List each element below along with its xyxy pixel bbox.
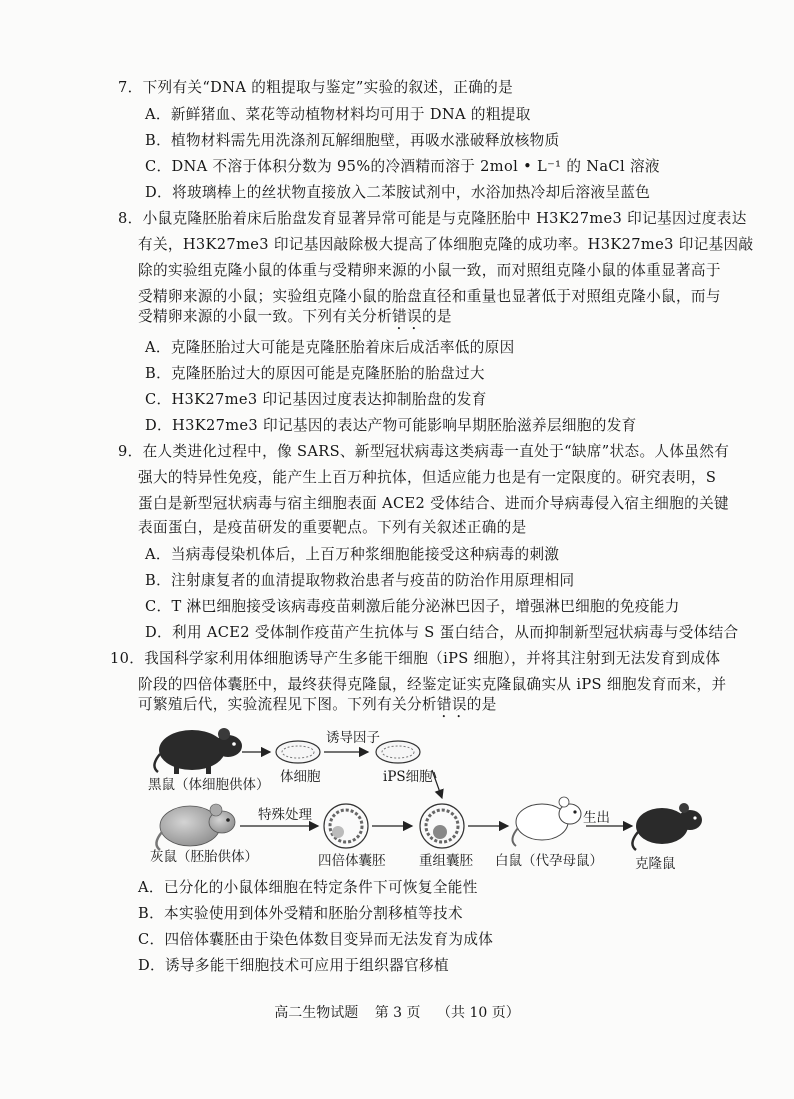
q7-option-c: C．DNA 不溶于体积分数为 95%的冷酒精而溶于 2mol • L⁻¹ 的 NaCl 溶液 [145,158,660,175]
footer-subject: 高二生物试题 [274,1005,359,1021]
tetraploid-blastocyst-icon [324,804,368,848]
q8-stem-line-3: 除的实验组克隆小鼠的体重与受精卵来源的小鼠一致，而对照组克隆小鼠的体重显著高于 [138,262,721,279]
fig-special-treatment: 特殊处理 [258,807,312,823]
fig-somatic-cell: 体细胞 [280,769,321,785]
q8-stem-line-2: 有关，H3K27me3 印记基因敲除极大提高了体细胞克隆的成功率。H3K27me3 印记基因敲 [138,236,754,253]
q8-emphasis: 错误 [392,308,422,325]
q10-option-d: D．诱导多能干细胞技术可应用于组织器官移植 [138,957,449,974]
q7-option-d: D．将玻璃棒上的丝状物直接放入二苯胺试剂中，水浴加热冷却后溶液呈蓝色 [145,184,651,201]
q10-emphasis: 错误 [436,696,467,713]
white-mouse-icon [512,797,581,846]
fig-tetraploid-blastocyst: 四倍体囊胚 [318,853,386,869]
q8-stem-line-1: 8．小鼠克隆胚胎着床后胎盘发育显著异常可能是与克隆胚胎中 H3K27me3 印记基因过度表达 [118,210,747,227]
q10-stem-line-2: 阶段的四倍体囊胚中，最终获得克隆鼠，经鉴定证实克隆鼠确实从 iPS 细胞发育而来，并 [138,676,727,693]
q8-option-a: A．克隆胚胎过大可能是克隆胚胎着床后成活率低的原因 [145,339,515,356]
footer-total-pages: （共 10 页） [437,1005,520,1021]
fig-gray-mouse: 灰鼠（胚胎供体） [150,849,258,865]
q9-option-d: D．利用 ACE2 受体制作疫苗产生抗体与 S 蛋白结合，从而抑制新型冠状病毒与受体结合 [145,624,739,641]
footer-page-number: 第 3 页 [374,1005,421,1021]
fig-recombined-blastocyst: 重组囊胚 [419,853,473,869]
q9-stem-line-4: 表面蛋白，是疫苗研发的重要靶点。下列有关叙述正确的是 [138,519,527,536]
cloned-mouse-icon [632,803,702,850]
q10-option-b: B．本实验使用到体外受精和胚胎分割移植等技术 [138,905,463,922]
recombined-blastocyst-icon [420,804,464,848]
gray-mouse-icon [156,804,235,850]
q8-stem-line-5: 受精卵来源的小鼠一致。下列有关分析错误的是 [138,308,452,325]
q10-option-a: A．已分化的小鼠体细胞在特定条件下可恢复全能性 [138,879,478,896]
q8-stem-line-4: 受精卵来源的小鼠；实验组克隆小鼠的胎盘直径和重量也显著低于对照组克隆小鼠，而与 [138,288,721,305]
q7-stem: 7．下列有关“DNA 的粗提取与鉴定”实验的叙述，正确的是 [118,79,514,96]
fig-ips-cell: iPS细胞 [383,769,433,785]
q9-option-a: A．当病毒侵染机体后，上百万种浆细胞能接受这种病毒的刺激 [145,546,560,563]
q9-option-b: B．注射康复者的血清提取物救治患者与疫苗的防治作用原理相同 [145,572,575,589]
q9-stem-line-1: 9．在人类进化过程中，像 SARS、新型冠状病毒这类病毒一直处于“缺席”状态。人体虽然有 [118,443,730,460]
q9-stem-line-3: 蛋白是新型冠状病毒与宿主细胞表面 ACE2 受体结合、进而介导病毒侵入宿主细胞的关键 [138,495,729,512]
black-mouse-icon [154,728,242,774]
q8-option-b: B．克隆胚胎过大的原因可能是克隆胚胎的胎盘过大 [145,365,485,382]
somatic-cell-dish-icon [276,741,320,763]
q10-stem-line-1: 10．我国科学家利用体细胞诱导产生多能干细胞（iPS 细胞），并将其注射到无法发育到成体 [110,650,721,667]
fig-born: 生出 [583,810,610,826]
q7-option-a: A．新鲜猪血、菜花等动植物材料均可用于 DNA 的粗提取 [145,106,531,123]
fig-black-mouse: 黑鼠（体细胞供体） [148,777,270,793]
q9-stem-line-2: 强大的特异性免疫，能产生上百万种抗体，但适应能力也是有一定限度的。研究表明，S [138,469,717,486]
page-footer [0,1002,794,1022]
fig-induce-factor: 诱导因子 [326,730,380,746]
q9-option-c: C．T 淋巴细胞接受该病毒疫苗刺激后能分泌淋巴因子，增强淋巴细胞的免疫能力 [145,598,680,615]
fig-cloned-mouse: 克隆鼠 [635,856,676,872]
q8-option-c: C．H3K27me3 印记基因过度表达抑制胎盘的发育 [145,391,487,408]
q8-option-d: D．H3K27me3 印记基因的表达产物可能影响早期胚胎滋养层细胞的发育 [145,417,637,434]
q10-stem-line-3: 可繁殖后代，实验流程见下图。下列有关分析错误的是 [138,696,497,713]
q10-option-c: C．四倍体囊胚由于染色体数目变异而无法发育为成体 [138,931,494,948]
ips-cell-dish-icon [376,741,420,763]
fig-white-mouse: 白鼠（代孕母鼠） [495,853,603,869]
q7-option-b: B．植物材料需先用洗涤剂瓦解细胞壁，再吸水涨破释放核物质 [145,132,560,149]
